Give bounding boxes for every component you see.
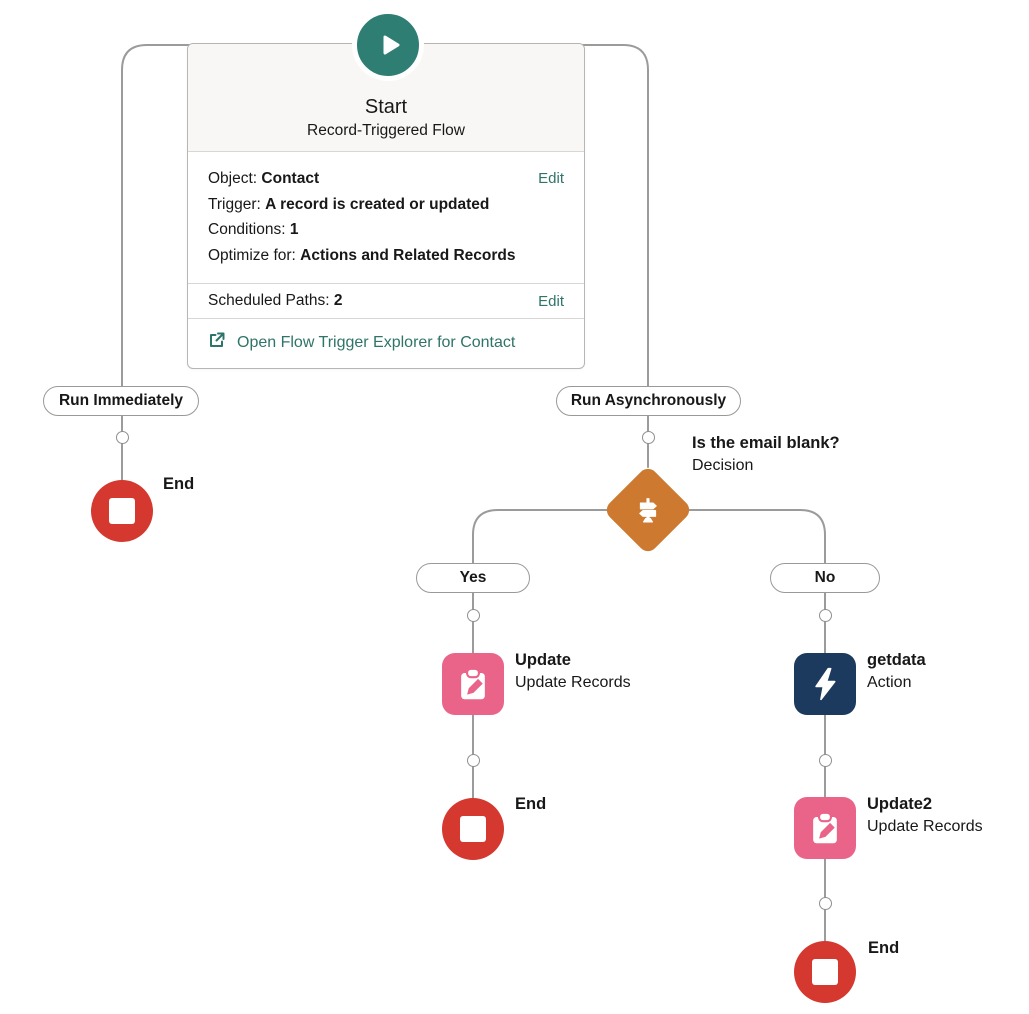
end-right-label bbox=[868, 938, 899, 958]
start-card-body bbox=[188, 152, 584, 283]
add-element-button[interactable] bbox=[642, 431, 655, 444]
add-element-button[interactable] bbox=[819, 754, 832, 767]
end-node-right[interactable] bbox=[794, 941, 856, 1003]
end-node-left[interactable] bbox=[91, 480, 153, 542]
add-element-button[interactable] bbox=[819, 897, 832, 910]
path-label-run-immediately: Run Immediately bbox=[43, 386, 199, 416]
scheduled-paths-label: Scheduled Paths: bbox=[208, 292, 330, 309]
field-optimize-label: Optimize for: bbox=[208, 246, 296, 264]
edit-scheduled-paths-link[interactable]: Edit bbox=[538, 292, 564, 310]
stop-icon bbox=[812, 959, 838, 985]
add-element-button[interactable] bbox=[116, 431, 129, 444]
field-object-label: Object: bbox=[208, 170, 258, 187]
path-label-yes: Yes bbox=[416, 563, 530, 593]
start-node[interactable] bbox=[352, 9, 424, 81]
add-element-button[interactable] bbox=[467, 754, 480, 767]
end-middle-label bbox=[515, 794, 546, 814]
flow-trigger-explorer-label: Open Flow Trigger Explorer for Contact bbox=[237, 333, 516, 351]
getdata-label bbox=[867, 650, 926, 693]
field-conditions-label: Conditions: bbox=[208, 221, 286, 238]
play-icon bbox=[376, 31, 404, 59]
field-row-trigger bbox=[208, 192, 564, 218]
field-row-conditions bbox=[208, 217, 564, 243]
signpost-icon bbox=[620, 482, 677, 539]
flow-trigger-explorer-link[interactable] bbox=[188, 318, 584, 368]
path-label-no: No bbox=[770, 563, 880, 593]
decision-title: Is the email blank? bbox=[692, 434, 840, 452]
end-middle-title: End bbox=[515, 795, 547, 813]
update2-type: Update Records bbox=[867, 818, 983, 835]
field-trigger-label: Trigger: bbox=[208, 195, 261, 213]
path-label-run-asynchronously: Run Asynchronously bbox=[556, 386, 741, 416]
start-node-card[interactable] bbox=[187, 43, 585, 369]
add-element-button[interactable] bbox=[819, 609, 832, 622]
add-element-button[interactable] bbox=[467, 609, 480, 622]
field-object bbox=[208, 166, 319, 192]
field-row-object bbox=[208, 166, 564, 192]
update2-title: Update2 bbox=[867, 795, 933, 813]
getdata-title: getdata bbox=[867, 651, 926, 669]
stop-icon bbox=[109, 498, 135, 524]
lightning-bolt-icon bbox=[804, 663, 846, 705]
scheduled-paths-value: 2 bbox=[333, 292, 343, 309]
update-type: Update Records bbox=[515, 674, 631, 691]
start-title: Start bbox=[364, 96, 408, 118]
decision-label bbox=[692, 433, 840, 476]
stop-icon bbox=[460, 816, 486, 842]
end-left-label bbox=[163, 474, 194, 494]
update-records-node-update2[interactable] bbox=[794, 797, 856, 859]
update2-label bbox=[867, 794, 983, 837]
update-title: Update bbox=[515, 651, 571, 669]
scheduled-paths-text bbox=[208, 292, 342, 310]
getdata-type: Action bbox=[867, 674, 912, 691]
record-update-icon bbox=[803, 806, 847, 850]
update-records-node-update[interactable] bbox=[442, 653, 504, 715]
field-row-optimize bbox=[208, 243, 564, 269]
scheduled-paths-row bbox=[188, 283, 584, 318]
action-node-getdata[interactable] bbox=[794, 653, 856, 715]
start-subtitle: Record-Triggered Flow bbox=[307, 122, 465, 139]
end-right-title: End bbox=[868, 939, 900, 957]
field-optimize-value: Actions and Related Records bbox=[300, 246, 516, 264]
field-conditions-value: 1 bbox=[289, 221, 299, 238]
end-node-middle[interactable] bbox=[442, 798, 504, 860]
record-update-icon bbox=[451, 662, 495, 706]
decision-type: Decision bbox=[692, 457, 754, 474]
external-link-icon bbox=[208, 331, 226, 354]
update-label bbox=[515, 650, 631, 693]
field-trigger-value: A record is created or updated bbox=[265, 195, 490, 213]
end-left-title: End bbox=[163, 475, 195, 493]
field-object-value: Contact bbox=[261, 170, 320, 187]
edit-object-link[interactable]: Edit bbox=[538, 170, 564, 187]
